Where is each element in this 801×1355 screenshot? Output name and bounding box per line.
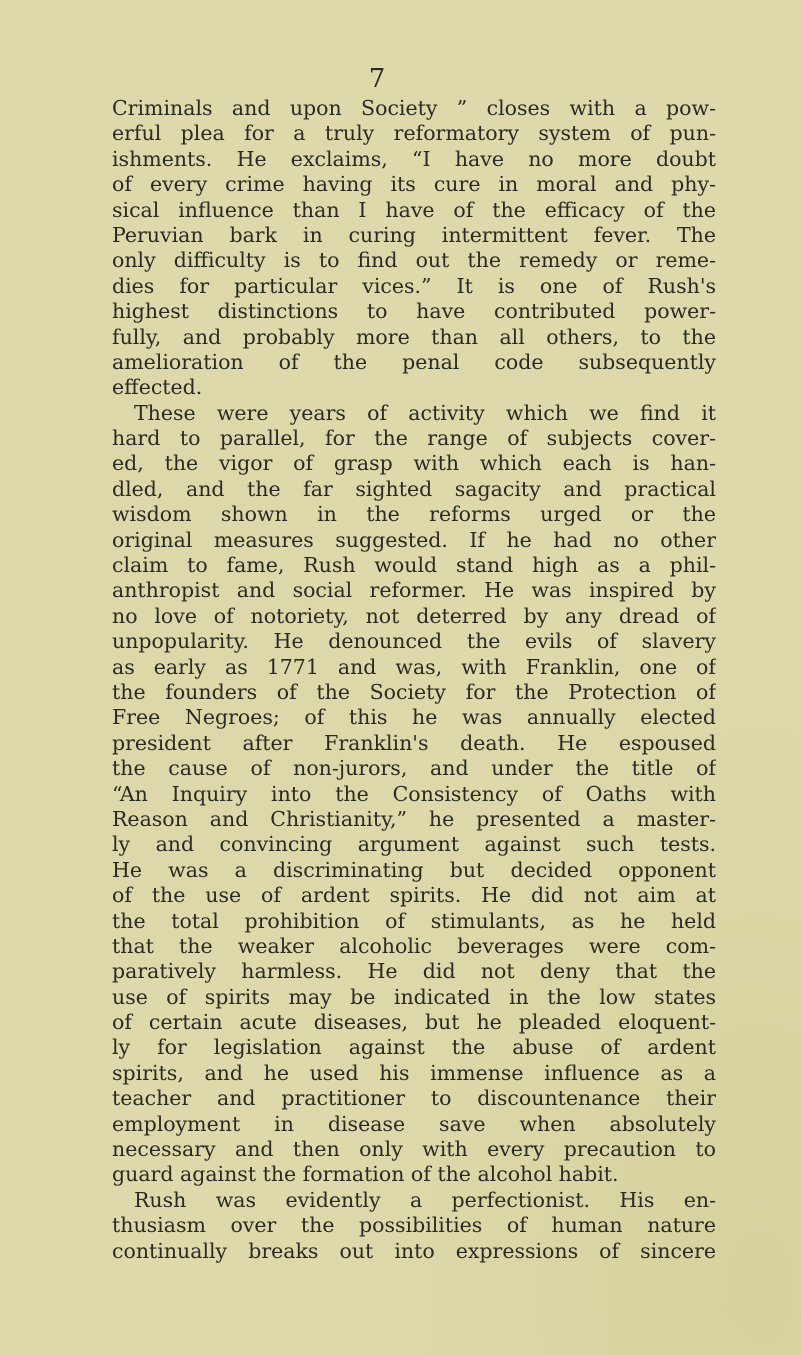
text-line: only difficulty is to find out the remedy or reme- [112, 248, 716, 273]
text-line: ly for legislation against the abuse of ardent [112, 1035, 716, 1060]
text-line: that the weaker alcoholic beverages were com- [112, 933, 716, 958]
body-text [112, 96, 716, 1264]
text-line: guard against the formation of the alcohol habit. [112, 1162, 619, 1187]
text-line: teacher and practitioner to discountenance their [112, 1086, 716, 1111]
text-line: of certain acute diseases, but he pleaded eloquent- [112, 1010, 716, 1035]
text-line: “An Inquiry into the Consistency of Oaths with [112, 781, 716, 806]
text-line: ed, the vigor of grasp with which each is han- [112, 451, 716, 476]
text-line: spirits, and he used his immense influence as a [112, 1060, 716, 1085]
text-line: wisdom shown in the reforms urged or the [112, 502, 716, 527]
text-line: Free Negroes; of this he was annually elected [112, 705, 716, 730]
text-line: as early as 1771 and was, with Franklin, one of [112, 654, 716, 679]
text-line: ishments. He exclaims, “I have no more doubt [112, 146, 716, 171]
text-line: fully, and probably more than all others, to the [112, 324, 716, 349]
text-line: paratively harmless. He did not deny that the [112, 959, 716, 984]
text-line: employment in disease save when absolutely [112, 1111, 716, 1136]
text-line: original measures suggested. If he had no other [112, 527, 716, 552]
text-line: necessary and then only with every precaution to [112, 1137, 716, 1162]
text-line: amelioration of the penal code subsequently [112, 349, 716, 374]
page-number: 7 [368, 64, 386, 94]
text-line: effected. [112, 375, 203, 400]
text-line: ly and convincing argument against such tests. [112, 832, 716, 857]
text-line: Reason and Christianity,” he presented a master- [112, 806, 716, 831]
text-line: of the use of ardent spirits. He did not aim at [112, 883, 716, 908]
text-line: no love of notoriety, not deterred by any dread of [112, 603, 716, 628]
text-line: the founders of the Society for the Protection of [112, 679, 716, 704]
text-line: the cause of non-jurors, and under the title of [112, 756, 716, 781]
text-line: He was a discriminating but decided opponent [112, 857, 716, 882]
text-line: president after Franklin's death. He espoused [112, 730, 716, 755]
text-line: erful plea for a truly reformatory system of pun- [112, 121, 716, 146]
text-line: hard to parallel, for the range of subjects cover- [112, 426, 716, 451]
text-line: These were years of activity which we find it [134, 400, 716, 425]
text-line: dled, and the far sighted sagacity and practical [112, 476, 716, 501]
text-line: unpopularity. He denounced the evils of slavery [112, 629, 716, 654]
text-line: Criminals and upon Society ” closes with a pow- [112, 96, 716, 120]
text-line: dies for particular vices.” It is one of Rush's [112, 273, 716, 298]
text-line: Rush was evidently a perfectionist. His en- [134, 1187, 716, 1212]
text-line: claim to fame, Rush would stand high as a phil- [112, 553, 716, 578]
text-line: continually breaks out into expressions of sincere [112, 1238, 716, 1263]
text-line: use of spirits may be indicated in the low states [112, 984, 716, 1009]
text-line: anthropist and social reformer. He was inspired by [112, 578, 716, 603]
text-line: highest distinctions to have contributed power- [112, 299, 716, 324]
text-line: of every crime having its cure in moral and phy- [112, 172, 716, 197]
text-line: Peruvian bark in curing intermittent fever. The [112, 222, 716, 247]
text-line: sical influence than I have of the efficacy of the [112, 197, 716, 222]
text-line: the total prohibition of stimulants, as he held [112, 908, 716, 933]
text-line: thusiasm over the possibilities of human nature [112, 1213, 716, 1238]
